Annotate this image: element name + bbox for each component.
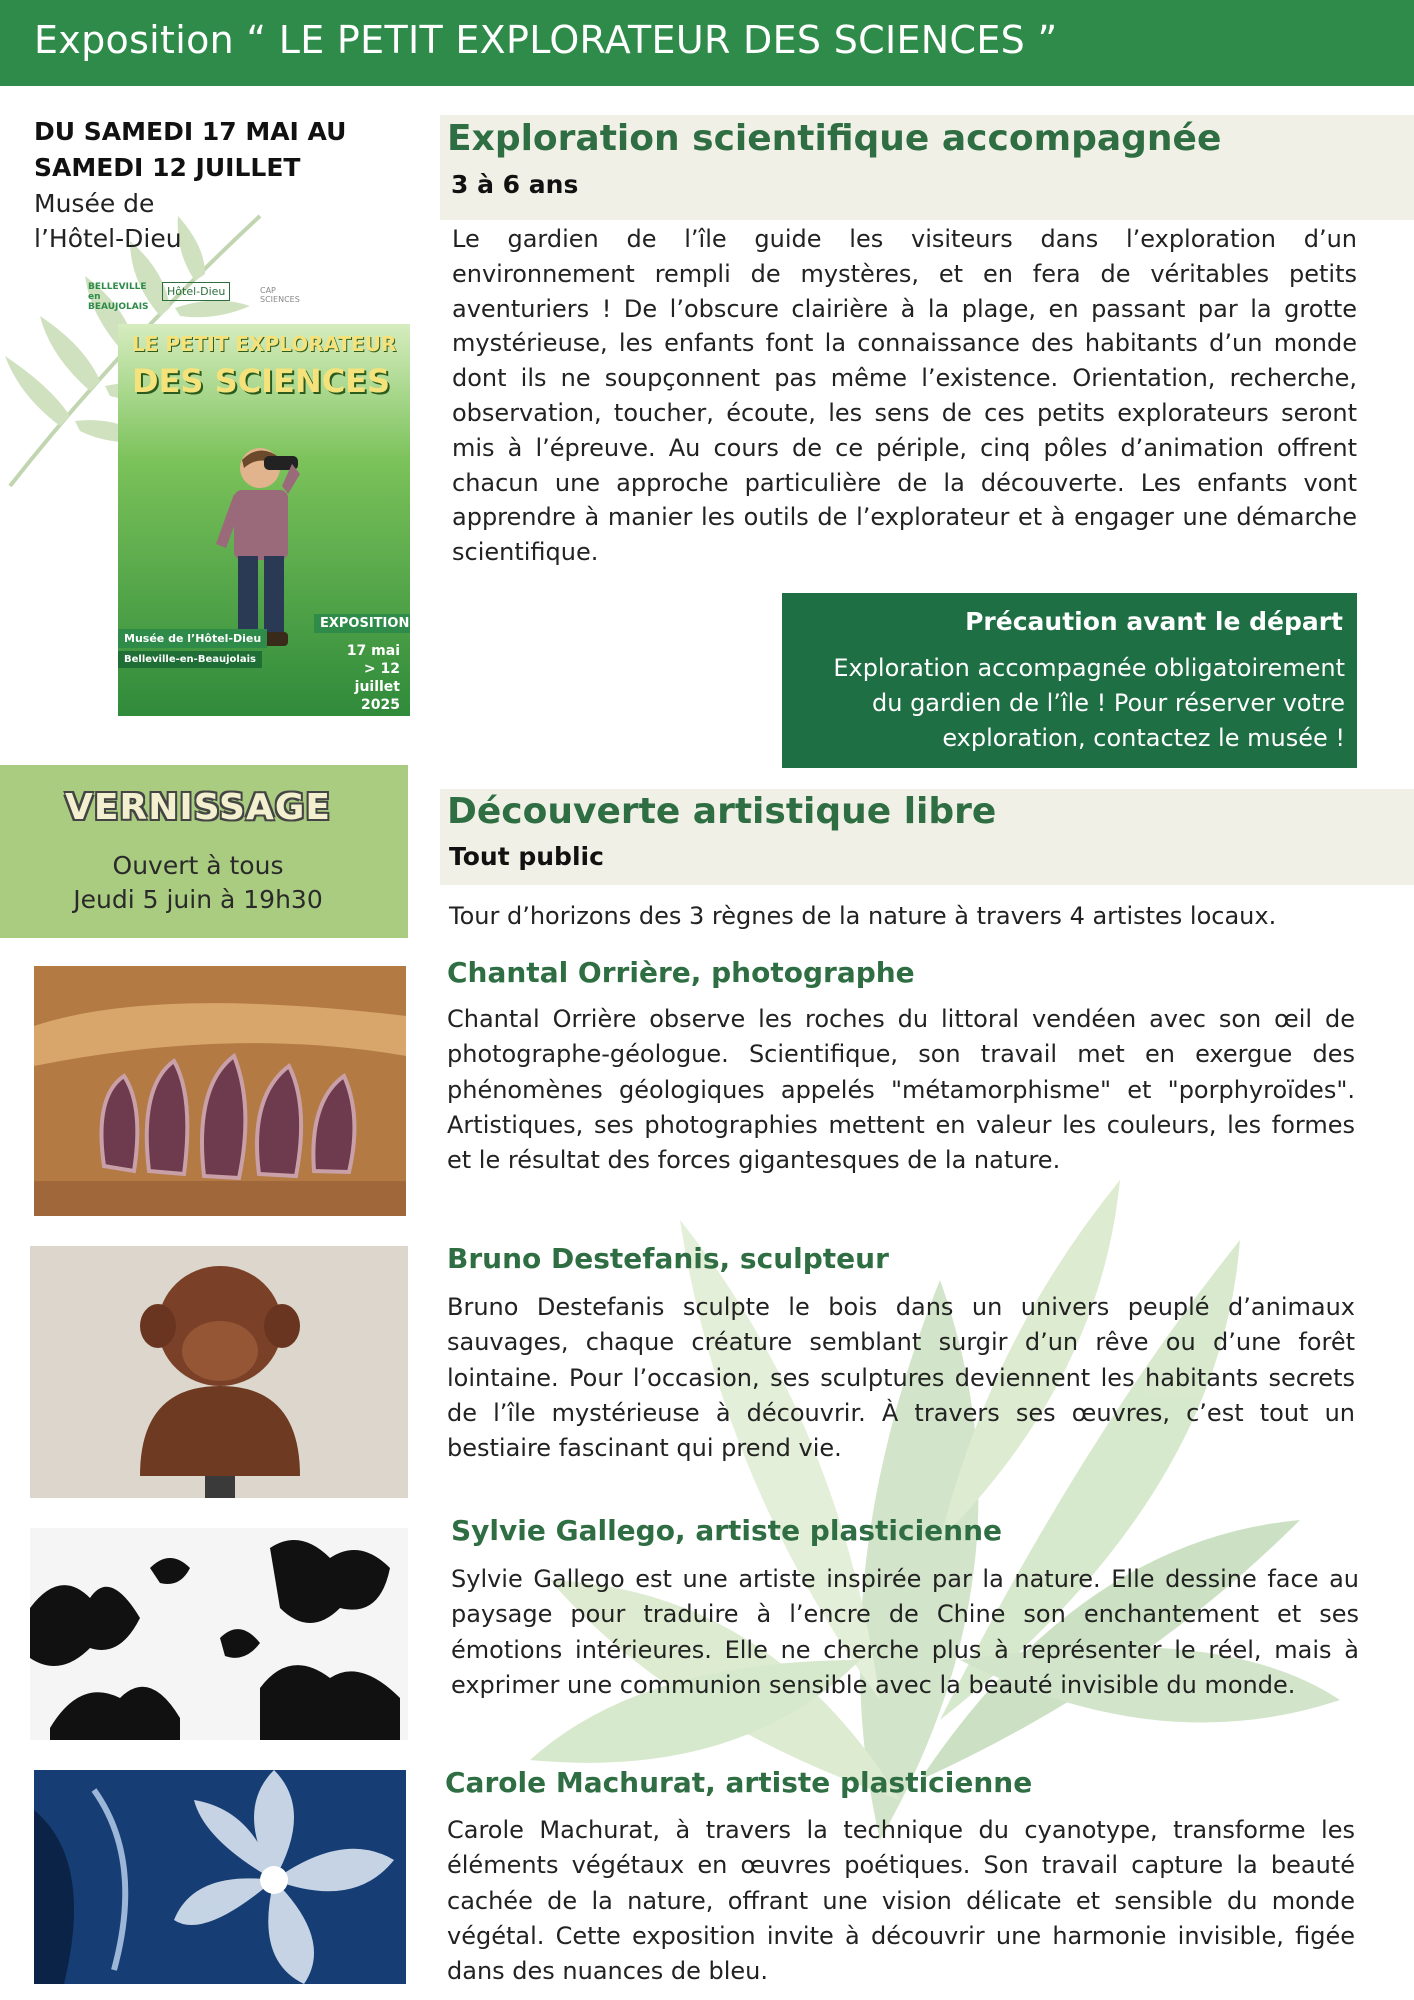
artist-bio-chantal: Chantal Orrière observe les roches du littoral vendéen avec son œil de photographe-géologue. Scientifique, son travail met en exergue des phénomènes géologiques appelés "métamorphisme" et "porphyroïdes". Artistiques, ses photographies mettent en valeur les couleurs, les formes et le résultat des forces gigantesques de la nature. — [447, 1005, 1355, 1175]
poster-date-end: > 12 juillet — [354, 661, 400, 695]
vernissage-date: Jeudi 5 juin à 19h30 — [73, 885, 323, 914]
ink-drawing — [30, 1528, 408, 1740]
venue — [34, 186, 182, 256]
poster-date-start: 17 mai — [346, 643, 400, 659]
precaution-line-3: exploration, contactez le musée ! — [942, 724, 1345, 752]
artist-name-carole: Carole Machurat, artiste plasticienne — [445, 1766, 1033, 1799]
precaution-line-1: Exploration accompagnée obligatoirement — [833, 654, 1345, 682]
poster-title-line-1: LE PETIT EXPLORATEUR — [132, 332, 397, 356]
poster-title-line-2: DES SCIENCES — [132, 362, 391, 400]
cyanotype-flower — [34, 1770, 406, 1984]
monkey-sculpture-photo — [30, 1246, 408, 1498]
section-intro: Tour d’horizons des 3 règnes de la nature à travers 4 artistes locaux. — [449, 902, 1277, 930]
artist-name-sylvie: Sylvie Gallego, artiste plasticienne — [451, 1514, 1003, 1547]
vernissage-box — [0, 765, 408, 938]
cap-sciences-logo — [260, 286, 300, 304]
partner-logos — [88, 282, 338, 318]
section-age-range: 3 à 6 ans — [451, 170, 579, 199]
precaution-line-2: du gardien de l’île ! Pour réserver votre — [872, 689, 1345, 717]
vernissage-open-to-all: Ouvert à tous — [112, 851, 284, 880]
cap-sciences-line-2: SCIENCES — [260, 295, 300, 304]
page-title: Exposition “ LE PETIT EXPLORATEUR DES SCIENCES ” — [34, 18, 1058, 62]
section-audience: Tout public — [449, 842, 604, 871]
artist-bio-bruno: Bruno Destefanis sculpte le bois dans un univers peuplé d’animaux sauvages, chaque créature semblant surgir d’un rêve ou d’une forêt lointaine. Pour l’occasion, ses sculptures deviennent les habitants secrets de l’île mystérieuse à découvrir. À travers ses œuvres, c’est tout un bestiaire fascinant qui prend vie. — [447, 1293, 1355, 1463]
belleville-logo-line-3: BEAUJOLAIS — [88, 302, 149, 312]
belleville-logo-line-2: en — [88, 292, 101, 302]
rock-photograph — [34, 966, 406, 1216]
precaution-title: Précaution avant le départ — [965, 607, 1343, 636]
vernissage-title: VERNISSAGE — [65, 787, 331, 828]
poster-city-label: Belleville-en-Beaujolais — [118, 651, 262, 668]
dates-line-1: DU SAMEDI 17 MAI AU — [34, 117, 347, 146]
belleville-logo-line-1: BELLEVILLE — [88, 282, 147, 292]
poster-exposition-badge: EXPOSITION — [314, 614, 410, 633]
exhibition-poster — [118, 324, 410, 716]
poster-museum-label: Musée de l’Hôtel-Dieu — [118, 629, 267, 648]
section-description: Le gardien de l’île guide les visiteurs dans l’exploration d’un environnement rempli de mystères, et en fera de véritables petits aventuriers ! De l’obscure clairière à la plage, en passant par la grotte mystérieuse, les enfants font la connaissance des habitants d’un monde dont ils ne soupçonnent pas même l’existence. Orientation, recherche, observation, toucher, écoute, les sens de ces petits explorateurs seront mis à l’épreuve. Au cours de ce périple, cinq pôles d’animation offrent chacun une approche particulière de la découverte. Les enfants vont apprendre à manier les outils de l’explorateur et à engager une démarche scientifique. — [452, 225, 1357, 567]
poster-dates — [314, 642, 400, 714]
artist-bio-carole: Carole Machurat, à travers la technique du cyanotype, transforme les éléments végétaux en œuvres poétiques. Son travail capture la beauté cachée de la nature, offrant une vision délicate et sensible du monde végétal. Cette exposition invite à découvrir une harmonie invisible, figée dans des nuances de bleu. — [447, 1816, 1355, 1986]
exhibition-dates — [34, 114, 346, 186]
artist-name-bruno: Bruno Destefanis, sculpteur — [447, 1242, 889, 1275]
cap-sciences-line-1: CAP — [260, 286, 276, 295]
artist-name-chantal: Chantal Orrière, photographe — [447, 956, 915, 989]
section-title-discovery: Découverte artistique libre — [447, 791, 997, 832]
hotel-dieu-logo: Hôtel-Dieu — [162, 282, 230, 301]
poster-date-year: 2025 — [361, 697, 400, 713]
belleville-logo — [88, 282, 149, 312]
section-title-exploration: Exploration scientifique accompagnée — [447, 118, 1222, 159]
artist-bio-sylvie: Sylvie Gallego est une artiste inspirée par la nature. Elle dessine face au paysage pour traduire à l’encre de Chine son enchantement et ses émotions intérieures. Elle ne cherche plus à représenter le réel, mais à exprimer une communion sensible avec la beauté invisible du monde. — [451, 1565, 1359, 1699]
venue-line-1: Musée de — [34, 189, 155, 218]
precaution-box — [782, 593, 1357, 768]
precaution-text — [785, 651, 1345, 756]
dates-line-2: SAMEDI 12 JUILLET — [34, 153, 301, 182]
venue-line-2: l’Hôtel-Dieu — [34, 224, 182, 253]
